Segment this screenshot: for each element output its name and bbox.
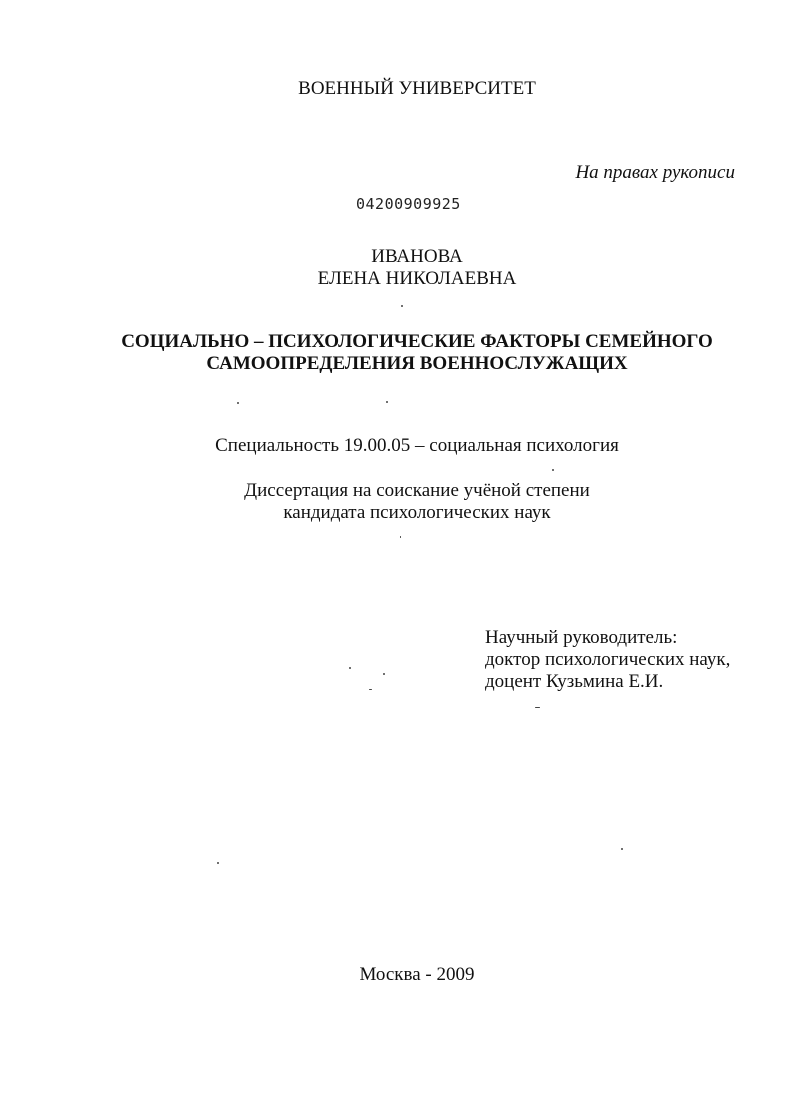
university-name: ВОЕННЫЙ УНИВЕРСИТЕТ [298,78,536,99]
specialty-line: Специальность 19.00.05 – социальная психология [215,435,619,456]
scan-speck [383,673,385,675]
scan-speck [349,667,351,669]
scan-speck [237,402,239,404]
supervisor-name: доцент Кузьмина Е.И. [485,671,664,692]
scan-speck [401,305,403,307]
city-year: Москва - 2009 [359,964,475,985]
scan-speck [217,862,219,864]
author-given-names: ЕЛЕНА НИКОЛАЕВНА [317,268,517,289]
scan-speck [400,536,401,538]
thesis-title-line-1: СОЦИАЛЬНО – ПСИХОЛОГИЧЕСКИЕ ФАКТОРЫ СЕМЕЙНОГО [121,331,713,352]
author-surname: ИВАНОВА [371,246,463,267]
manuscript-note: На правах рукописи [575,162,735,183]
thesis-title-line-2: САМООПРЕДЕЛЕНИЯ ВОЕННОСЛУЖАЩИХ [206,353,628,374]
scan-speck [535,707,540,708]
supervisor-degree: доктор психологических наук, [485,649,731,670]
dissertation-degree-line-2: кандидата психологических наук [283,502,551,523]
scan-speck [369,689,372,690]
scan-speck [552,469,554,471]
document-number: 04200909925 [356,195,461,213]
supervisor-label: Научный руководитель: [485,627,678,648]
scan-speck [621,848,623,850]
dissertation-degree-line-1: Диссертация на соискание учёной степени [244,480,590,501]
scan-speck [386,401,388,403]
